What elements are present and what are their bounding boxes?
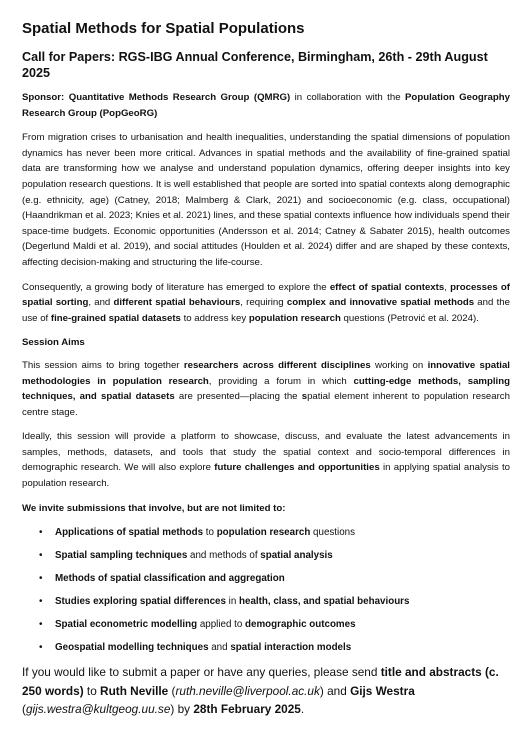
sponsor-label: Sponsor:: [22, 92, 65, 103]
literature-paragraph: [22, 280, 510, 327]
text-run: to: [203, 527, 217, 539]
invite-text: We invite submissions that involve, but are not limited to:: [22, 502, 286, 514]
aims-paragraph-1: [22, 358, 510, 420]
list-item: [55, 617, 510, 632]
sponsor-mid-text: in collaboration with the: [294, 92, 401, 103]
emphasis-run: spatial interaction models: [230, 642, 352, 654]
text-run: This session aims to bring together: [22, 359, 184, 371]
emphasis-run: processes of spatial sorting: [22, 281, 510, 309]
text-run: patial element inherent to population research centre stage.: [22, 391, 510, 418]
sponsor-name: Quantitative Methods Research Group (QMRG): [68, 92, 291, 103]
emphasis-run: spatial analysis: [260, 550, 333, 562]
text-run: to: [83, 683, 101, 698]
emphasis-run: future challenges and opportunities: [214, 462, 380, 474]
text-run: Ideally, this session will provide a platform to showcase, discuss, and evaluate the latest advancements in samples, methods, datasets, and tools that study the spatial context and socio-temporal differences in demographic research. We will also explore: [22, 431, 510, 474]
text-run: ,: [444, 281, 451, 293]
list-item: [55, 548, 510, 563]
list-item: [55, 594, 510, 609]
text-run: applied to: [197, 619, 246, 631]
text-run: , and: [88, 297, 114, 309]
emphasis-run: fine-grained spatial datasets: [50, 312, 181, 324]
text-run: .: [300, 702, 305, 717]
emphasis-run: effect of spatial contexts: [329, 281, 445, 293]
emphasis-run: different spatial behaviours: [113, 297, 241, 309]
topics-list: [22, 525, 510, 655]
text-run: Consequently, a growing body of literature has emerged to explore the: [22, 281, 330, 293]
emphasis-run: Methods of spatial classification and aggregation: [55, 573, 285, 585]
emphasis-run: researchers across different disciplines: [183, 359, 371, 371]
emphasis-run: population research: [216, 527, 311, 539]
contact-email: ruth.neville@liverpool.ac.uk: [175, 683, 320, 698]
text-run: , requiring: [240, 297, 287, 309]
list-item: [55, 571, 510, 586]
list-item: [55, 640, 510, 655]
call-for-papers-heading: Call for Papers: RGS-IBG Annual Conference, Birmingham, 26th - 29th August 2025: [22, 50, 488, 80]
emphasis-run: cutting-edge methods, sampling techniques, and spatial datasets: [22, 375, 510, 403]
text-run: questions: [310, 527, 355, 539]
invite-line: [22, 501, 510, 517]
text-run: , providing a forum in which: [208, 375, 354, 387]
text-run: ) and: [319, 683, 351, 698]
emphasis-run: title and abstracts (c. 250 words): [22, 665, 499, 698]
text-run: and: [208, 642, 231, 654]
text-run: in applying spatial analysis to population research.: [22, 462, 511, 490]
text-run: are presented—placing the: [174, 391, 302, 403]
contact-name: Gijs Westra: [350, 683, 415, 698]
session-aims-heading: Session Aims: [22, 337, 85, 349]
text-run: ) by: [170, 702, 194, 717]
text-run: and methods of: [187, 550, 261, 562]
text-run: (: [22, 702, 26, 717]
emphasis-run: health, class, and spatial behaviours: [239, 596, 410, 608]
emphasis-run: innovative spatial methodologies in population research: [22, 359, 510, 387]
text-run: (: [168, 683, 176, 698]
text-run: to address key: [180, 312, 249, 324]
aims-paragraph-2: [22, 429, 510, 491]
text-run: questions (Petrović et al. 2024).: [340, 312, 479, 324]
list-item: [55, 525, 510, 540]
emphasis-run: s: [301, 391, 308, 403]
text-run: and the use of: [22, 297, 510, 324]
contact-name: Ruth Neville: [100, 683, 169, 698]
page-title: Spatial Methods for Spatial Populations: [22, 20, 305, 37]
emphasis-run: complex and innovative spatial methods: [286, 297, 475, 309]
deadline-date: 28th February 2025: [193, 702, 301, 717]
emphasis-run: Spatial econometric modelling: [55, 619, 198, 631]
sponsor-partner: Population Geography Research Group (PopGeoRG): [22, 92, 510, 119]
sponsor-line: [22, 90, 510, 121]
closing-paragraph: [22, 663, 510, 719]
emphasis-run: Geospatial modelling techniques: [55, 642, 209, 654]
text-run: working on: [370, 359, 428, 371]
emphasis-run: Studies exploring spatial differences: [55, 596, 226, 608]
emphasis-run: Spatial sampling techniques: [55, 550, 188, 562]
emphasis-run: demographic outcomes: [245, 619, 356, 631]
text-run: If you would like to submit a paper or have any queries, please send: [22, 665, 381, 680]
emphasis-run: population research: [248, 312, 341, 324]
text-run: in: [225, 596, 240, 608]
contact-email: gijs.westra@kultgeog.uu.se: [25, 702, 171, 717]
intro-paragraph: From migration crises to urbanisation and health inequalities, understanding the spatial dimensions of population dynamics has never been more critical. Advances in spatial methods and the availability of fine-grained spatial data are transforming how we analyse and understand population dynamics, offering deeper insights into key population research questions. It is well established that people are sorted into spatial contexts along demographic (e.g. ethnicity, age) (Catney, 2018; Malmberg & Clark, 2021) and socioeconomic (e.g. class, occupational) (Haandrikman et al. 2023; Knies et al. 2021) lines, and these spatial contexts influence how individuals spend their space-time budgets. Economic opportunities (Andersson et al. 2014; Catney & Sabater 2015), health outcomes (Degerlund Maldi et al. 2019), and social attitudes (Houlden et al. 2024) differ and are shaped by these contexts, affecting decision-making and structuring the life-course.: [22, 132, 510, 268]
emphasis-run: Applications of spatial methods: [55, 527, 204, 539]
